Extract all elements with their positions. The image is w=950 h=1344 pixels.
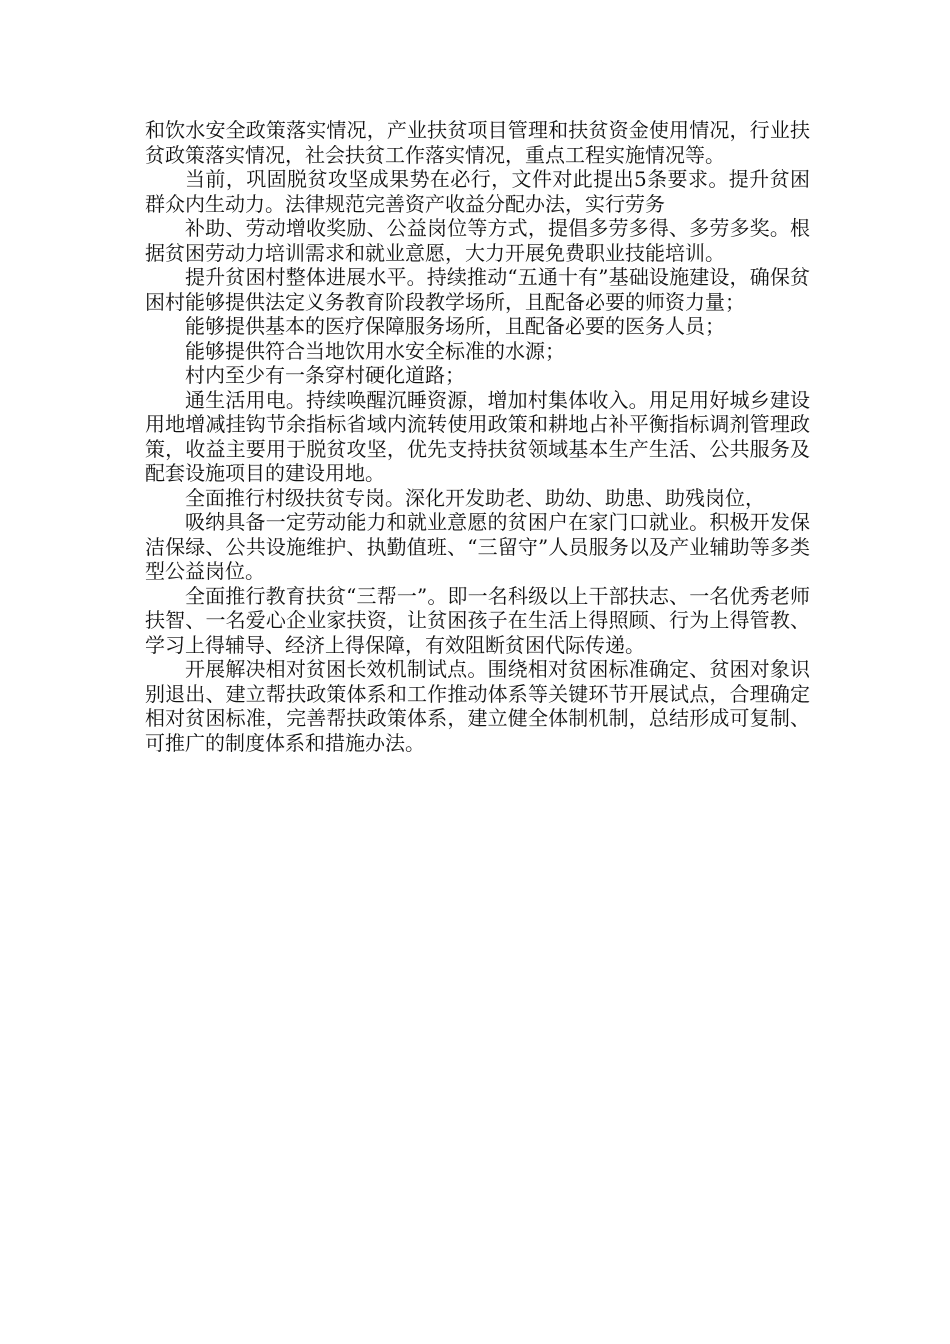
paragraph-7: 村内至少有一条穿村硬化道路； — [185, 363, 465, 387]
paragraph-3: 补助、劳动增收奖励、公益岗位等方式，提倡多劳多得、多劳多奖。根据贫困劳动力培训需求和就业意愿，大力开展免费职业技能培训。 — [145, 216, 810, 265]
paragraph-11: 全面推行教育扶贫“三帮一”。即一名科级以上干部扶志、一名优秀老师扶智、一名爱心企业家扶资，让贫困孩子在生活上得照顾、行为上得管教、学习上得辅导、经济上得保障，有效阻断贫困代际传递。 — [145, 583, 810, 657]
paragraph-12: 开展解决相对贫困长效机制试点。围绕相对贫困标准确定、贫困对象识别退出、建立帮扶政策体系和工作推动体系等关键环节开展试点，合理确定相对贫困标准，完善帮扶政策体系，建立健全体制机制，总结形成可复制、可推广的制度体系和措施办法。 — [145, 657, 810, 755]
paragraph-8: 通生活用电。持续唤醒沉睡资源，增加村集体收入。用足用好城乡建设用地增减挂钩节余指标省域内流转使用政策和耕地占补平衡指标调剂管理政策，收益主要用于脱贫攻坚，优先支持扶贫领域基本生产生活、公共服务及配套设施项目的建设用地。 — [145, 387, 810, 485]
paragraph-9: 全面推行村级扶贫专岗。深化开发助老、助幼、助患、助残岗位， — [185, 485, 765, 510]
paragraph-2: 当前，巩固脱贫攻坚成果势在必行，文件对此提出5条要求。提升贫困群众内生动力。法律规范完善资产收益分配办法，实行劳务 — [145, 167, 810, 216]
paragraph-1: 和饮水安全政策落实情况，产业扶贫项目管理和扶贫资金使用情况，行业扶贫政策落实情况，社会扶贫工作落实情况，重点工程实施情况等。 — [145, 118, 810, 167]
paragraph-10: 吸纳具备一定劳动能力和就业意愿的贫困户在家门口就业。积极开发保洁保绿、公共设施维护、执勤值班、“三留守”人员服务以及产业辅助等多类型公益岗位。 — [145, 510, 810, 583]
document-page — [145, 118, 810, 755]
paragraph-5: 能够提供基本的医疗保障服务场所，且配备必要的医务人员； — [185, 314, 725, 338]
paragraph-4: 提升贫困村整体进展水平。持续推动“五通十有”基础设施建设，确保贫困村能够提供法定义务教育阶段教学场所，且配备必要的师资力量； — [145, 265, 810, 314]
paragraph-6: 能够提供符合当地饮用水安全标准的水源； — [185, 338, 565, 363]
